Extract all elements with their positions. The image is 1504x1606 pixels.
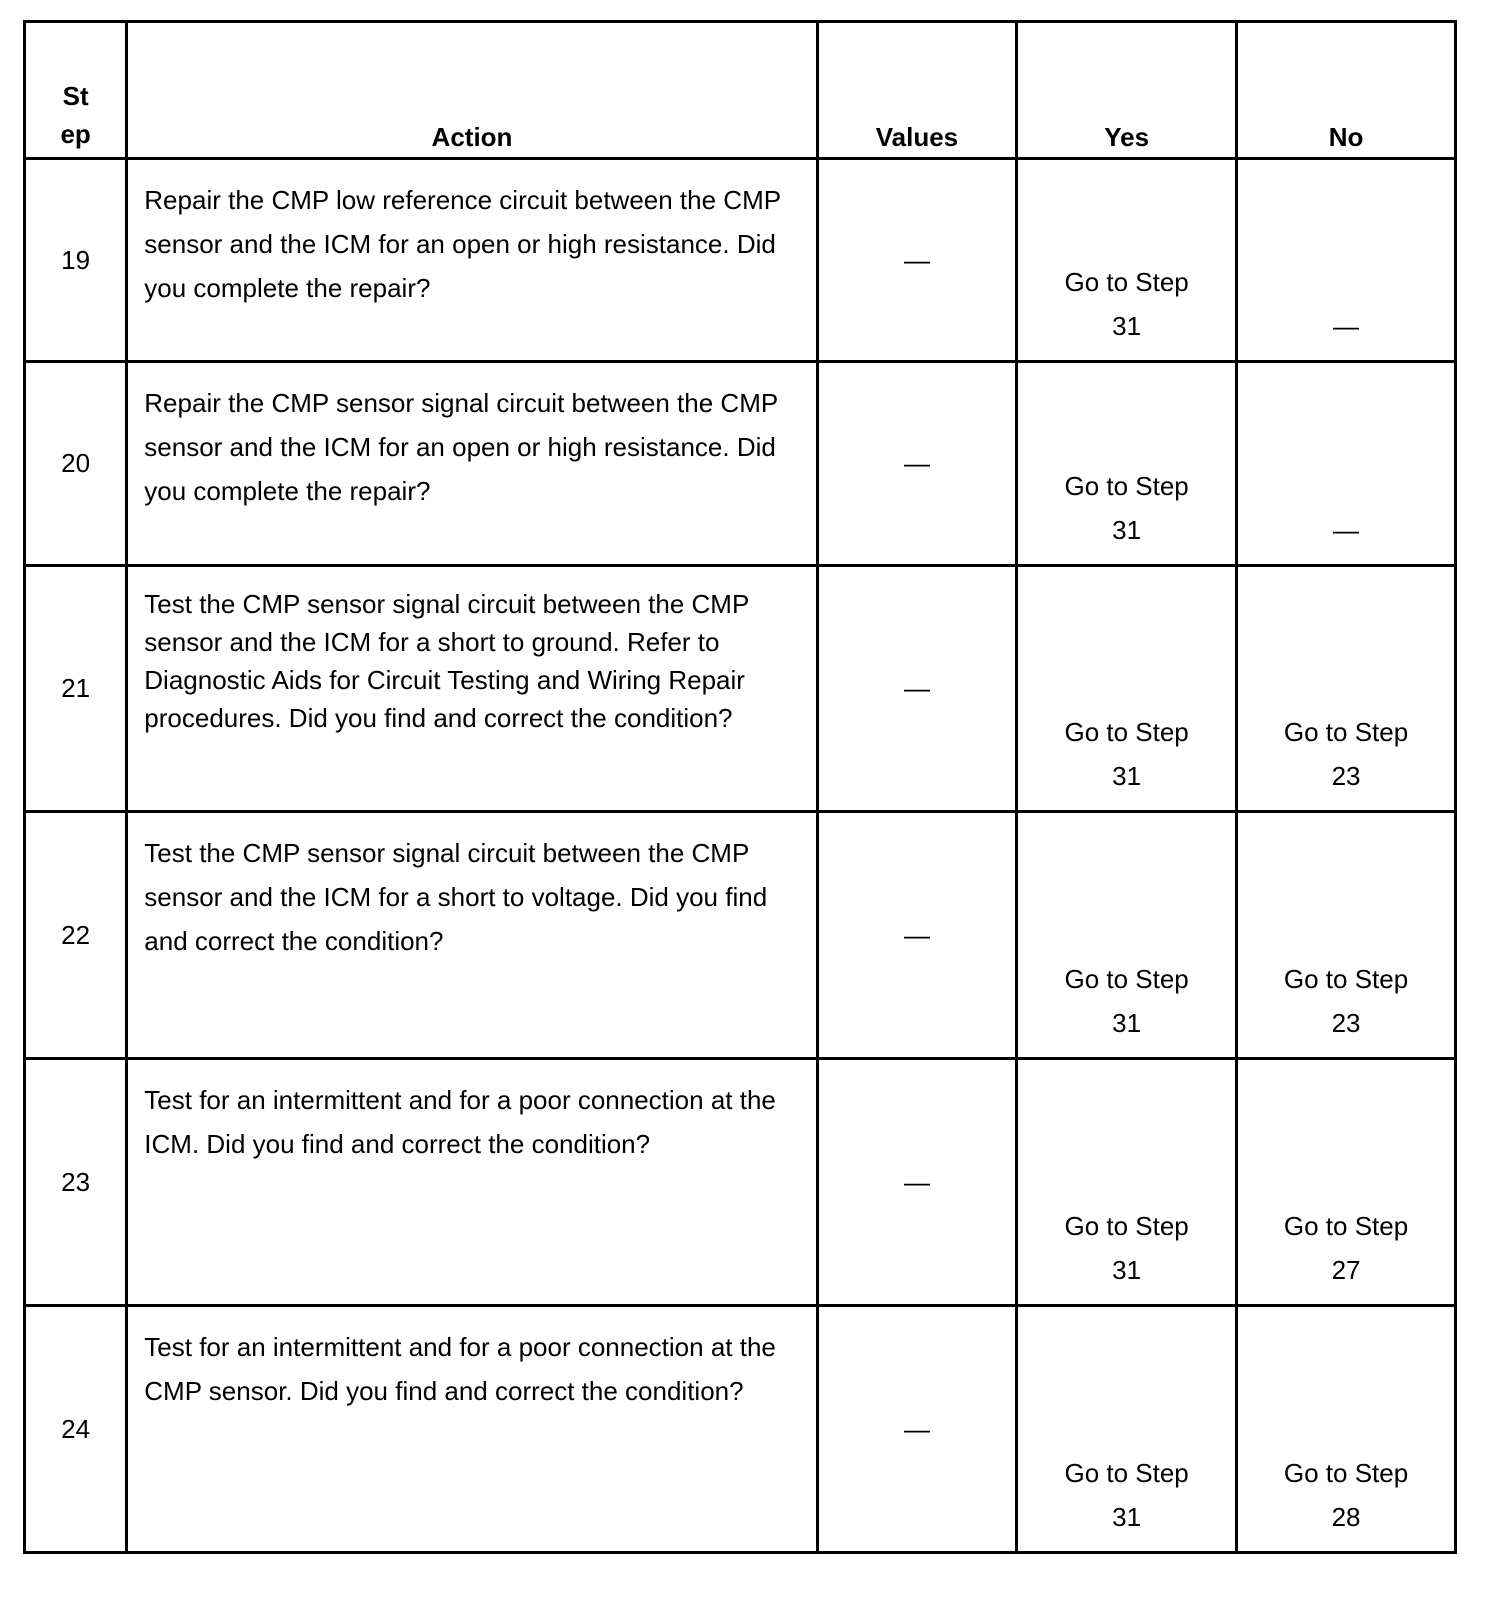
yes-goto-step: 31	[1112, 1008, 1142, 1038]
yes-goto-step: 31	[1112, 311, 1142, 341]
no-goto-step: 23	[1331, 1008, 1361, 1038]
values-cell	[817, 566, 1016, 812]
table-row	[25, 1306, 1456, 1553]
yes-cell	[1017, 159, 1237, 362]
header-yes: Yes	[1017, 22, 1237, 159]
yes-goto-label: Go to Step	[1064, 1211, 1189, 1241]
yes-goto-step: 31	[1112, 1502, 1142, 1532]
header-step	[25, 22, 127, 159]
table-header-row	[25, 22, 1456, 159]
table-row	[25, 159, 1456, 362]
values-cell	[817, 159, 1016, 362]
no-goto-step: 28	[1331, 1502, 1361, 1532]
table-row	[25, 362, 1456, 566]
yes-goto-label: Go to Step	[1064, 964, 1189, 994]
header-action: Action	[127, 22, 817, 159]
values-dash: —	[903, 244, 930, 275]
no-goto-label: Go to Step	[1283, 717, 1409, 747]
no-goto-label: Go to Step	[1283, 1458, 1409, 1488]
values-dash: —	[903, 1166, 930, 1197]
yes-goto-label: Go to Step	[1064, 471, 1189, 501]
table-row	[25, 812, 1456, 1059]
yes-cell	[1017, 1059, 1237, 1306]
values-cell	[817, 1059, 1016, 1306]
yes-goto-step: 31	[1112, 1255, 1142, 1285]
yes-goto-step: 31	[1112, 761, 1142, 791]
no-goto-step: 27	[1331, 1255, 1361, 1285]
no-cell	[1237, 566, 1456, 812]
no-goto-label: Go to Step	[1283, 1211, 1409, 1241]
no-cell	[1237, 1059, 1456, 1306]
yes-goto-label: Go to Step	[1064, 1458, 1189, 1488]
action-text: Test for an intermittent and for a poor connection at the CMP sensor. Did you find and correct the condition?	[127, 1306, 817, 1553]
action-text: Test for an intermittent and for a poor connection at the ICM. Did you find and correct the condition?	[127, 1059, 817, 1306]
no-goto-label: Go to Step	[1283, 964, 1409, 994]
values-dash: —	[903, 919, 930, 950]
step-number: 21	[25, 566, 127, 812]
yes-cell	[1017, 362, 1237, 566]
step-number: 24	[25, 1306, 127, 1553]
step-number: 20	[25, 362, 127, 566]
values-dash: —	[903, 673, 930, 703]
values-cell	[817, 812, 1016, 1059]
table-row	[25, 566, 1456, 812]
step-number: 23	[25, 1059, 127, 1306]
values-cell	[817, 1306, 1016, 1553]
step-number: 22	[25, 812, 127, 1059]
header-step-line1: St	[62, 81, 89, 111]
table-row	[25, 1059, 1456, 1306]
step-number: 19	[25, 159, 127, 362]
no-goto-step: 23	[1331, 761, 1361, 791]
action-text: Test the CMP sensor signal circuit between the CMP sensor and the ICM for a short to voltage. Did you find and correct the condition?	[127, 812, 817, 1059]
header-values: Values	[817, 22, 1016, 159]
no-cell	[1237, 812, 1456, 1059]
yes-goto-step: 31	[1112, 515, 1142, 545]
yes-cell	[1017, 1306, 1237, 1553]
values-dash: —	[903, 1413, 930, 1444]
no-cell	[1237, 1306, 1456, 1553]
action-text: Test the CMP sensor signal circuit between the CMP sensor and the ICM for a short to ground. Refer to Diagnostic Aids for Circuit Testing and Wiring Repair procedures. Did you find and correct the condition?	[127, 566, 817, 812]
no-dash: —	[1333, 515, 1360, 545]
yes-goto-label: Go to Step	[1064, 267, 1189, 297]
header-no: No	[1237, 22, 1456, 159]
no-cell	[1237, 159, 1456, 362]
values-cell	[817, 362, 1016, 566]
yes-cell	[1017, 566, 1237, 812]
yes-goto-label: Go to Step	[1064, 717, 1189, 747]
no-dash: —	[1333, 311, 1360, 341]
header-step-line2: ep	[60, 119, 91, 149]
action-text: Repair the CMP sensor signal circuit between the CMP sensor and the ICM for an open or high resistance. Did you complete the repair?	[127, 362, 817, 566]
values-dash: —	[903, 448, 930, 478]
no-cell	[1237, 362, 1456, 566]
diagnostic-table	[23, 20, 1457, 1554]
action-text: Repair the CMP low reference circuit between the CMP sensor and the ICM for an open or high resistance. Did you complete the repair?	[127, 159, 817, 362]
yes-cell	[1017, 812, 1237, 1059]
